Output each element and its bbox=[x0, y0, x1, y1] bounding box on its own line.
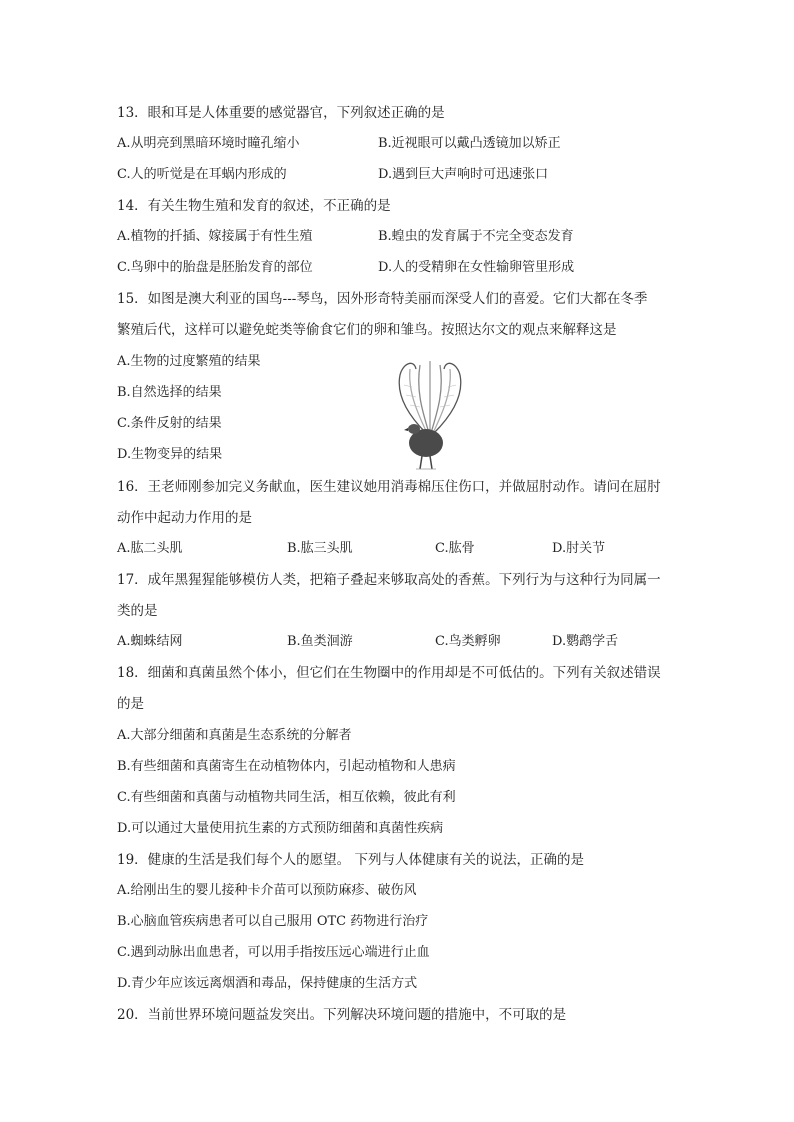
lyrebird-illustration bbox=[386, 355, 474, 473]
q16-option-b: B.肱三头肌 bbox=[287, 541, 353, 556]
q17-option-c: C.鸟类孵卵 bbox=[435, 634, 501, 649]
q18-option-d: D.可以通过大量使用抗生素的方式预防细菌和真菌性疾病 bbox=[117, 821, 444, 836]
question-13-stem: 13．眼和耳是人体重要的感觉器官，下列叙述正确的是 bbox=[117, 105, 445, 121]
q17-option-a: A.蜘蛛结网 bbox=[117, 634, 183, 649]
q14-option-b: B.蝗虫的发育属于不完全变态发育 bbox=[378, 229, 574, 244]
q19-option-a: A.给刚出生的婴儿接种卡介苗可以预防麻疹、破伤风 bbox=[117, 883, 417, 898]
q15-option-a: A.生物的过度繁殖的结果 bbox=[117, 354, 261, 369]
q16-option-a: A.肱二头肌 bbox=[117, 541, 183, 556]
q13-option-d: D.遇到巨大声响时可迅速张口 bbox=[378, 167, 549, 182]
q15-option-b: B.自然选择的结果 bbox=[117, 385, 222, 400]
q14-option-a: A.植物的扦插、嫁接属于有性生殖 bbox=[117, 229, 313, 244]
question-18-stem-line1: 18．细菌和真菌虽然个体小，但它们在生物圈中的作用却是不可低估的。下列有关叙述错误 bbox=[117, 665, 661, 681]
q16-option-d: D.肘关节 bbox=[552, 541, 606, 556]
q17-option-d: D.鹦鹉学舌 bbox=[552, 634, 619, 649]
q13-option-c: C.人的听觉是在耳蜗内形成的 bbox=[117, 167, 287, 182]
q18-option-a: A.大部分细菌和真菌是生态系统的分解者 bbox=[117, 728, 352, 743]
q19-option-b: B.心脑血管疾病患者可以自己服用 OTC 药物进行治疗 bbox=[117, 914, 429, 929]
question-17-stem-line1: 17．成年黑猩猩能够模仿人类，把箱子叠起来够取高处的香蕉。下列行为与这种行为同属一 bbox=[117, 572, 661, 588]
q18-option-b: B.有些细菌和真菌寄生在动植物体内，引起动植物和人患病 bbox=[117, 759, 456, 774]
question-19-stem: 19．健康的生活是我们每个人的愿望。 下列与人体健康有关的说法，正确的是 bbox=[117, 852, 584, 868]
q13-option-a: A.从明亮到黑暗环境时瞳孔缩小 bbox=[117, 136, 300, 151]
question-18-stem-line2: 的是 bbox=[117, 696, 144, 712]
q14-option-c: C.鸟卵中的胎盘是胚胎发育的部位 bbox=[117, 260, 313, 275]
q15-option-d: D.生物变异的结果 bbox=[117, 447, 223, 462]
q19-option-d: D.青少年应该远离烟酒和毒品，保持健康的生活方式 bbox=[117, 976, 418, 991]
q19-option-c: C.遇到动脉出血患者，可以用手指按压远心端进行止血 bbox=[117, 945, 430, 960]
question-15-stem-line2: 繁殖后代，这样可以避免蛇类等偷食它们的卵和雏鸟。按照达尔文的观点来解释这是 bbox=[117, 322, 617, 338]
question-14-stem: 14．有关生物生殖和发育的叙述，不正确的是 bbox=[117, 198, 391, 214]
question-20-stem: 20．当前世界环境问题益发突出。下列解决环境问题的措施中，不可取的是 bbox=[117, 1007, 567, 1023]
question-15-stem-line1: 15．如图是澳大利亚的国鸟---琴鸟，因外形奇特美丽而深受人们的喜爱。它们大都在冬季 bbox=[117, 291, 648, 307]
q18-option-c: C.有些细菌和真菌与动植物共同生活，相互依赖，彼此有利 bbox=[117, 790, 456, 805]
question-17-stem-line2: 类的是 bbox=[117, 603, 158, 619]
question-16-stem-line1: 16．王老师刚参加完义务献血，医生建议她用消毒棉压住伤口，并做屈肘动作。请问在屈肘 bbox=[117, 479, 661, 495]
q17-option-b: B.鱼类洄游 bbox=[287, 634, 353, 649]
q14-option-d: D.人的受精卵在女性输卵管里形成 bbox=[378, 260, 575, 275]
q13-option-b: B.近视眼可以戴凸透镜加以矫正 bbox=[378, 136, 561, 151]
question-16-stem-line2: 动作中起动力作用的是 bbox=[117, 510, 252, 526]
q16-option-c: C.肱骨 bbox=[435, 541, 475, 556]
q15-option-c: C.条件反射的结果 bbox=[117, 416, 222, 431]
